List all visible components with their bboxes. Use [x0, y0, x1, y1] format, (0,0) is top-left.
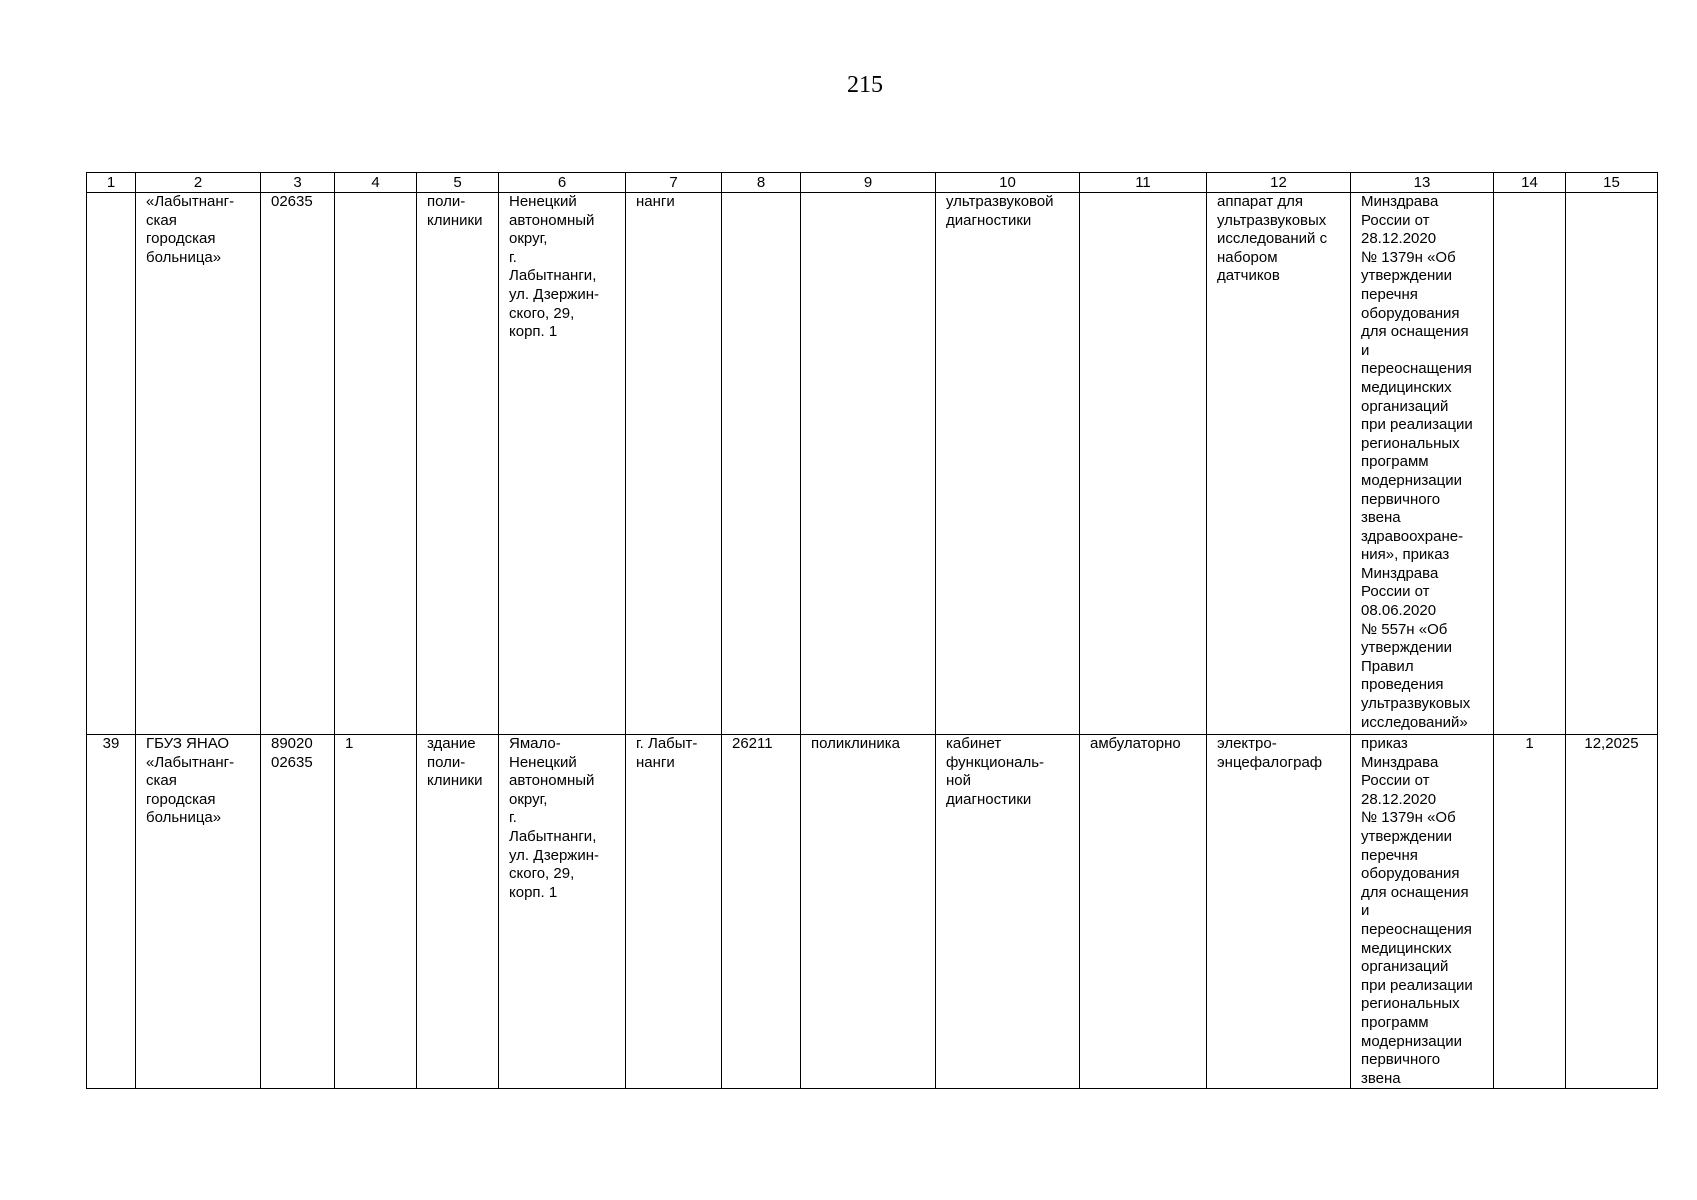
table-cell: амбулаторно — [1080, 735, 1207, 1089]
table-cell: ультразвуковой диагностики — [936, 193, 1080, 735]
table-cell — [335, 193, 417, 735]
column-header: 13 — [1351, 173, 1494, 193]
column-header: 9 — [801, 173, 936, 193]
table-cell: ГБУЗ ЯНАО «Лабытнанг- ская городская больница» — [136, 735, 261, 1089]
table-cell — [722, 193, 801, 735]
table-cell: приказ Минздрава России от 28.12.2020 № 1379н «Об утверждении перечня оборудования для оснащения и переоснащения медицинских организаций при реализации региональных программ модернизации первичного звена — [1351, 735, 1494, 1089]
column-header: 10 — [936, 173, 1080, 193]
table-row — [87, 735, 1658, 1089]
column-header: 12 — [1207, 173, 1351, 193]
column-number-row — [87, 173, 1658, 193]
column-header: 3 — [261, 173, 335, 193]
column-header: 1 — [87, 173, 136, 193]
table-cell: электро- энцефалограф — [1207, 735, 1351, 1089]
table-cell: поли- клиники — [417, 193, 499, 735]
column-header: 4 — [335, 173, 417, 193]
table-cell: 02635 — [261, 193, 335, 735]
column-header: 5 — [417, 173, 499, 193]
table-cell — [87, 193, 136, 735]
table-cell: 39 — [87, 735, 136, 1089]
table-cell: Ненецкий автономный округ, г. Лабытнанги, ул. Дзержин- ского, 29, корп. 1 — [499, 193, 626, 735]
table-cell: 1 — [1494, 735, 1566, 1089]
table-cell: нанги — [626, 193, 722, 735]
column-header: 14 — [1494, 173, 1566, 193]
table-cell: г. Лабыт- нанги — [626, 735, 722, 1089]
data-table — [86, 172, 1658, 1089]
table-cell: кабинет функциональ- ной диагностики — [936, 735, 1080, 1089]
table-cell — [1080, 193, 1207, 735]
table-cell: поликлиника — [801, 735, 936, 1089]
table-cell: аппарат для ультразвуковых исследований с набором датчиков — [1207, 193, 1351, 735]
page-number: 215 — [847, 72, 883, 98]
table-cell: «Лабытнанг- ская городская больница» — [136, 193, 261, 735]
table-cell — [1494, 193, 1566, 735]
table-cell — [801, 193, 936, 735]
table-cell: 89020 02635 — [261, 735, 335, 1089]
column-header: 8 — [722, 173, 801, 193]
table-cell: здание поли- клиники — [417, 735, 499, 1089]
column-header: 2 — [136, 173, 261, 193]
table-cell — [1566, 193, 1658, 735]
table-cell: 1 — [335, 735, 417, 1089]
table-cell: 12,2025 — [1566, 735, 1658, 1089]
column-header: 7 — [626, 173, 722, 193]
column-header: 6 — [499, 173, 626, 193]
table-cell: Ямало- Ненецкий автономный округ, г. Лабытнанги, ул. Дзержин- ского, 29, корп. 1 — [499, 735, 626, 1089]
column-header: 11 — [1080, 173, 1207, 193]
table-cell: Минздрава России от 28.12.2020 № 1379н «Об утверждении перечня оборудования для оснащения и переоснащения медицинских организаций при реализации региональных программ модернизации первичного звена здравоохране- ния», приказ Минздрава России от 08.06.2020 № 557н «Об утверждении Правил проведения ультразвуковых исследований» — [1351, 193, 1494, 735]
column-header: 15 — [1566, 173, 1658, 193]
table-row — [87, 193, 1658, 735]
table-cell: 26211 — [722, 735, 801, 1089]
